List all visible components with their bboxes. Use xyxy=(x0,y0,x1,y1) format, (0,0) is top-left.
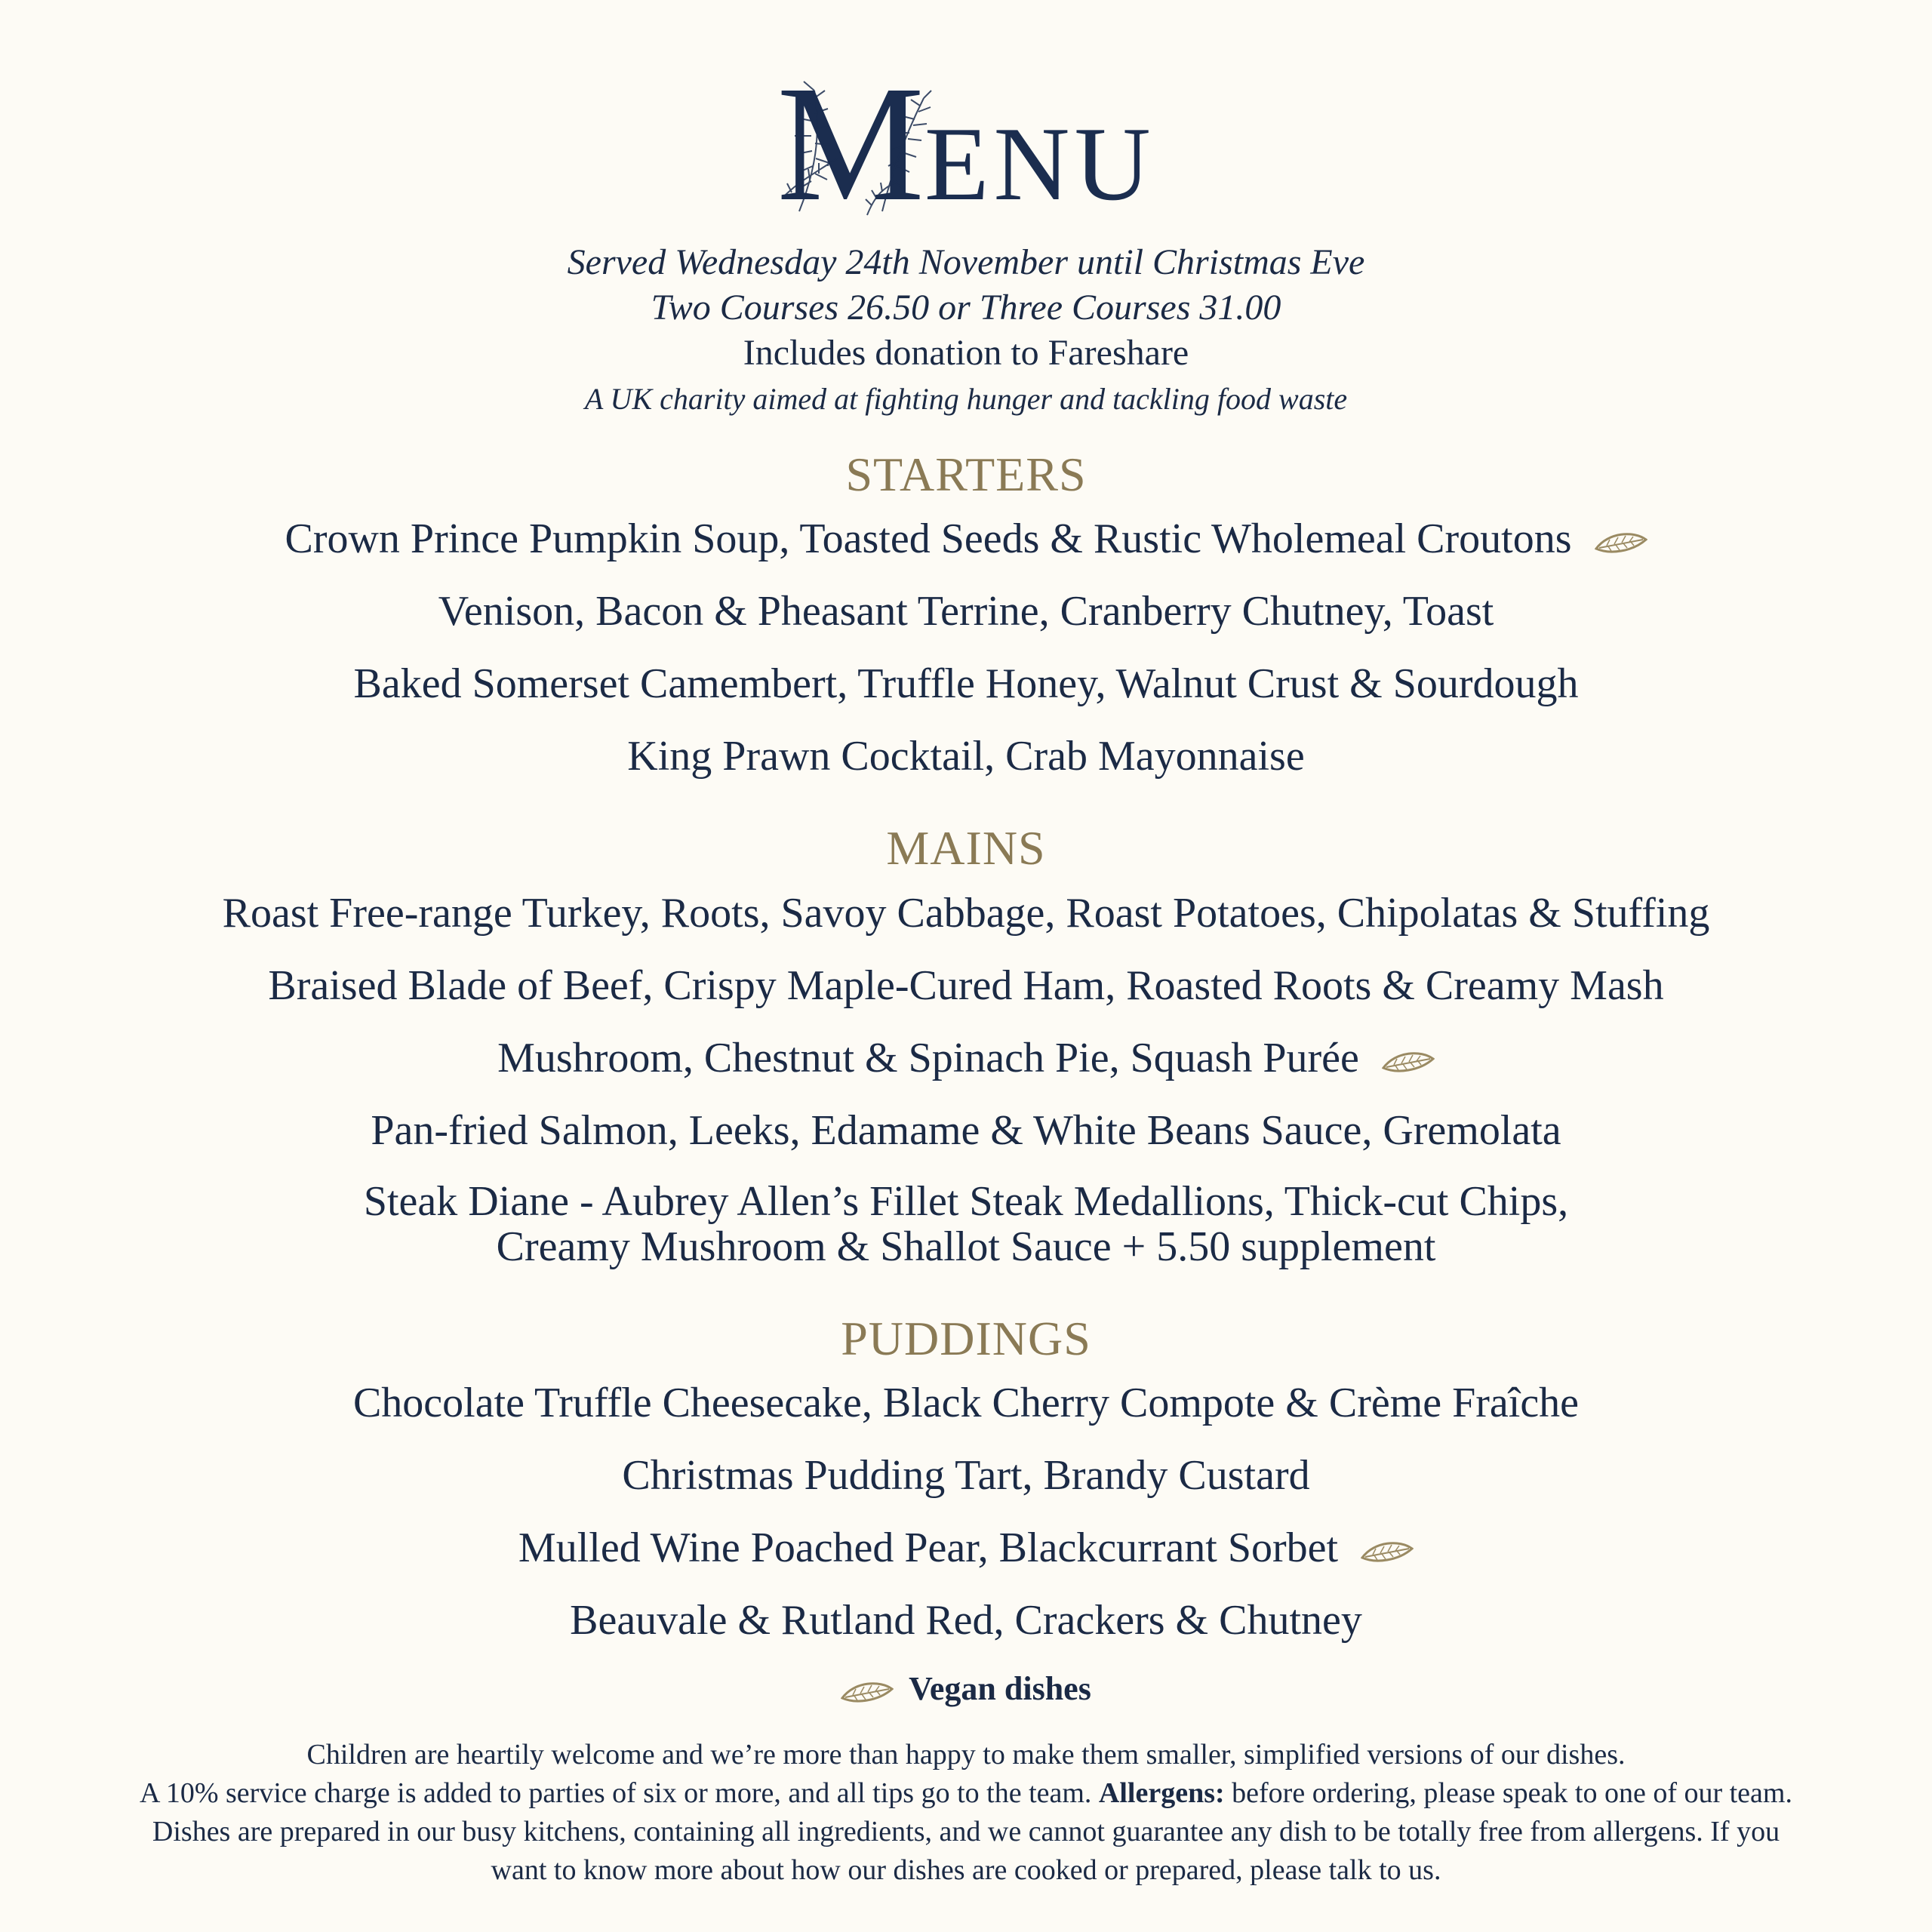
allergens-text: before ordering, please speak to one of our team. Dishes are prepared in our busy kitchens, containing all ingredients, and we cannot guarantee any dish to be totally free from allergens. If you want to know more about how our dishes are cooked or prepared, please talk to us. xyxy=(152,1777,1792,1886)
allergen-note xyxy=(136,1774,1796,1890)
starters-heading: STARTERS xyxy=(845,448,1087,501)
leaf-icon xyxy=(841,1678,894,1706)
menu-title xyxy=(777,51,1155,235)
dish-name: Mulled Wine Poached Pear, Blackcurrant Sorbet xyxy=(518,1524,1339,1571)
leaf-icon xyxy=(1595,529,1647,556)
donation-note: Includes donation to Fareshare xyxy=(743,333,1189,373)
leaf-icon xyxy=(1361,1538,1414,1565)
dish-name-line1: Steak Diane - Aubrey Allen’s Fillet Steak Medallions, Thick-cut Chips, xyxy=(363,1178,1569,1225)
starter-item: Baked Somerset Camembert, Truffle Honey, Walnut Crust & Sourdough xyxy=(353,660,1579,707)
pudding-item: Chocolate Truffle Cheesecake, Black Cherry Compote & Crème Fraîche xyxy=(352,1380,1580,1426)
leaf-icon xyxy=(1382,1048,1435,1075)
main-item: Pan-fried Salmon, Leeks, Edamame & White Beans Sauce, Gremolata xyxy=(371,1107,1561,1154)
course-prices: Two Courses 26.50 or Three Courses 31.00 xyxy=(651,288,1281,328)
dish-name: Mushroom, Chestnut & Spinach Pie, Squash Purée xyxy=(497,1035,1359,1081)
main-item xyxy=(0,1034,1932,1082)
pudding-item xyxy=(0,1524,1932,1572)
dish-name-line2: Creamy Mushroom & Shallot Sauce + 5.50 supplement xyxy=(496,1223,1436,1270)
main-item: Roast Free-range Turkey, Roots, Savoy Cabbage, Roast Potatoes, Chipolatas & Stuffing xyxy=(222,890,1710,937)
children-note: Children are heartily welcome and we’re more than happy to make them smaller, simplified versions of our dishes. xyxy=(306,1739,1626,1770)
menu-title-initial: M xyxy=(777,51,924,235)
menu-title-block xyxy=(0,51,1932,235)
charity-description: A UK charity aimed at fighting hunger and tackling food waste xyxy=(584,382,1348,416)
main-item xyxy=(0,1179,1932,1269)
legend-label: Vegan dishes xyxy=(909,1670,1091,1707)
main-item: Braised Blade of Beef, Crispy Maple-Cured Ham, Roasted Roots & Creamy Mash xyxy=(268,962,1664,1009)
pudding-item: Beauvale & Rutland Red, Crackers & Chutney xyxy=(570,1597,1362,1644)
menu-title-rest: ENU xyxy=(924,106,1155,223)
puddings-heading: PUDDINGS xyxy=(841,1312,1091,1365)
vegan-legend xyxy=(0,1669,1932,1708)
service-dates: Served Wednesday 24th November until Christmas Eve xyxy=(567,242,1365,282)
mains-heading: MAINS xyxy=(886,821,1046,875)
footer-notes xyxy=(136,1736,1796,1890)
service-charge-text: A 10% service charge is added to parties of six or more, and all tips go to the team. xyxy=(140,1777,1092,1809)
dish-name: Crown Prince Pumpkin Soup, Toasted Seeds & Rustic Wholemeal Croutons xyxy=(285,515,1572,562)
starter-item: Venison, Bacon & Pheasant Terrine, Cranberry Chutney, Toast xyxy=(438,588,1494,635)
allergens-label: Allergens: xyxy=(1098,1777,1225,1809)
pudding-item: Christmas Pudding Tart, Brandy Custard xyxy=(622,1452,1310,1499)
starter-item xyxy=(0,515,1932,563)
starter-item: King Prawn Cocktail, Crab Mayonnaise xyxy=(627,733,1305,780)
